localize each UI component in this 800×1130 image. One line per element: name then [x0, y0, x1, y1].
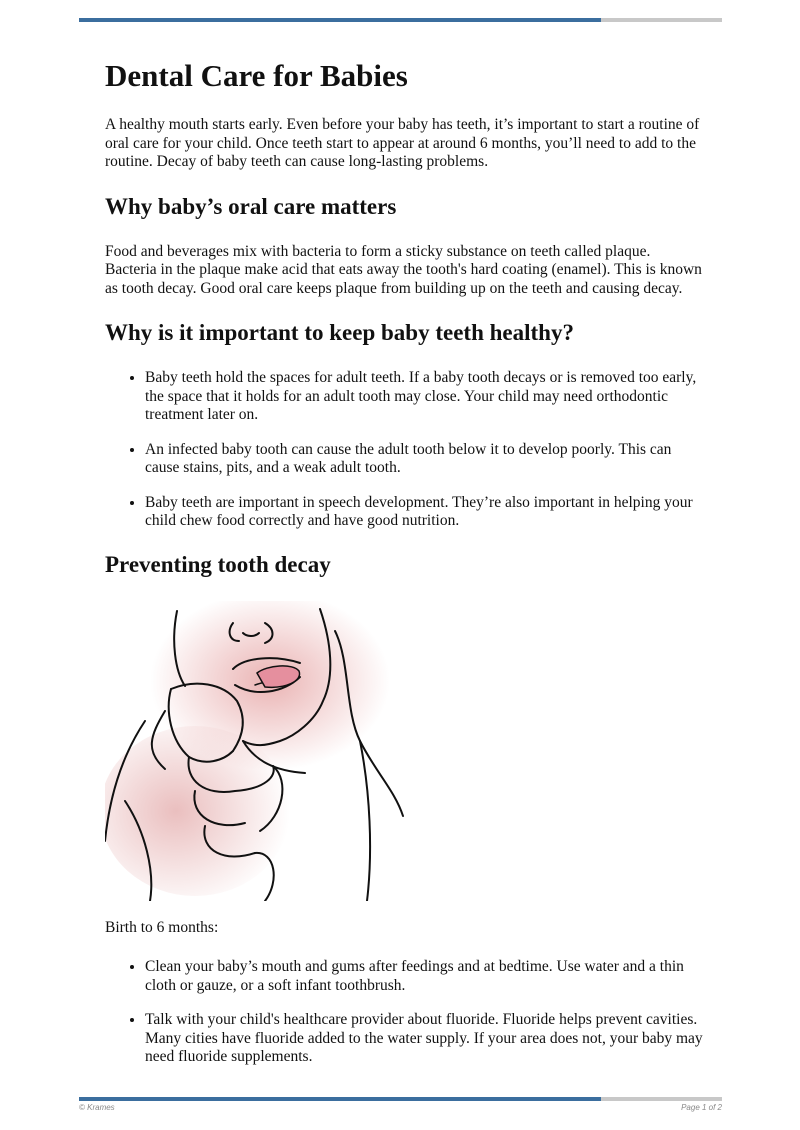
- section-heading-oral-care: Why baby’s oral care matters: [105, 193, 397, 219]
- top-progress-bar: [79, 18, 722, 22]
- page-title: Dental Care for Babies: [105, 58, 408, 93]
- baby-mouth-cleaning-illustration: [105, 601, 405, 901]
- list-item: • Talk with your child's healthcare provider about fluoride. Fluoride helps prevent cavities. Many cities have fluoride added to the water supply. If your area does not, your baby may need fluoride supplements.: [145, 1011, 705, 1067]
- footer-page-number: Page 1 of 2: [681, 1103, 722, 1112]
- bottom-progress-bar: [79, 1097, 722, 1101]
- birth-to-6-months-list: [105, 958, 705, 1067]
- list-item: • Baby teeth hold the spaces for adult teeth. If a baby tooth decays or is removed too early, the space that it holds for an adult tooth may close. Your child may need orthodontic treatment later on.: [145, 369, 705, 425]
- list-item: • An infected baby tooth can cause the adult tooth below it to develop poorly. This can cause stains, pits, and a weak adult tooth.: [145, 441, 705, 478]
- section-heading-preventing-decay: Preventing tooth decay: [105, 551, 331, 577]
- section-heading-baby-teeth: Why is it important to keep baby teeth healthy?: [105, 320, 574, 345]
- document-body: [105, 58, 705, 1087]
- list-item: • Baby teeth are important in speech development. They’re also important in helping your child chew food correctly and have good nutrition.: [145, 494, 705, 531]
- age-subheading: Birth to 6 months:: [105, 918, 219, 936]
- baby-teeth-list: [105, 369, 705, 531]
- top-progress-fill: [79, 18, 601, 22]
- intro-paragraph: A healthy mouth starts early. Even before your baby has teeth, it’s important to start a routine of oral care for your child. Once teeth start to appear at around 6 months, you’ll need to add to the routine. Decay of baby teeth can cause long-lasting problems.: [105, 116, 700, 170]
- list-item: • Clean your baby’s mouth and gums after feedings and at bedtime. Use water and a thin cloth or gauze, or a soft infant toothbrush.: [145, 958, 705, 995]
- section-paragraph-oral-care: Food and beverages mix with bacteria to form a sticky substance on teeth called plaque. Bacteria in the plaque make acid that eats away the tooth's hard coating (enamel). This is known as tooth decay. Good oral care keeps plaque from building up on the teeth and causing decay.: [105, 242, 702, 297]
- bottom-progress-fill: [79, 1097, 601, 1101]
- footer-copyright: © Krames: [79, 1103, 115, 1112]
